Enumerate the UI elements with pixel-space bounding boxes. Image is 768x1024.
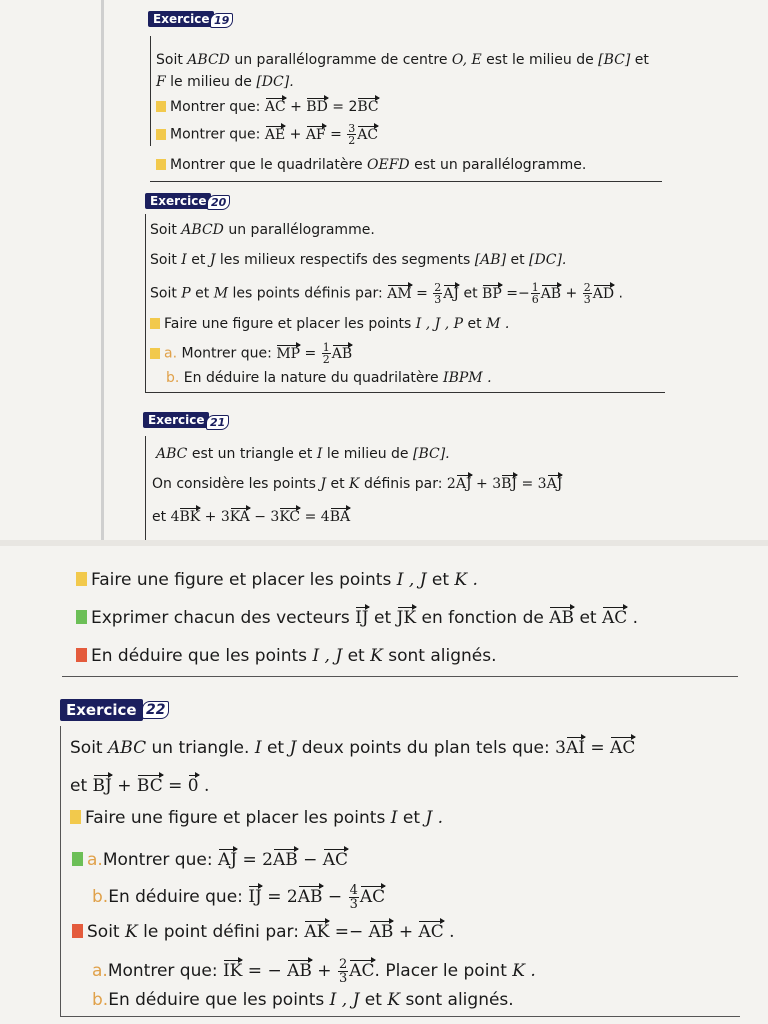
frame-vertical [145, 214, 146, 392]
t: deux points du plan tels que: [301, 738, 550, 758]
t: I , J , P [415, 316, 464, 332]
t: Montrer que le quadrilatère [170, 157, 363, 173]
t: Soit [156, 52, 183, 68]
t: I , J [329, 990, 360, 1010]
question-2: Exprimer chacun des vecteurs IJ et JK en fonction de AB et AC . [76, 606, 638, 628]
question-1 [76, 570, 478, 590]
t: un triangle. [151, 738, 250, 758]
statement-line-2 [152, 474, 562, 492]
t: est un triangle et [191, 446, 313, 462]
question-2: Montrer que: AE + AF = $\frac{3}{2}$ AC [156, 123, 378, 146]
badge-label: Exercice [148, 413, 205, 427]
equation: IJ = 2AB − $\frac{4}{3}$ AC [248, 883, 386, 912]
t: Faire une figure et placer les points [164, 316, 412, 332]
t: le milieu de [326, 446, 409, 462]
t: est un parallélogramme. [414, 157, 587, 173]
t: et [634, 52, 649, 68]
t: [AB] [474, 252, 507, 268]
vec: BC [357, 99, 379, 115]
exercise-badge [145, 193, 211, 209]
t: Faire une figure et placer les points [91, 570, 392, 590]
question-2b [92, 884, 385, 911]
t: [BC]. [413, 446, 450, 462]
t: et [266, 738, 285, 758]
vec: AB [540, 285, 562, 302]
t: et [347, 646, 365, 666]
question-marker-2 [76, 610, 87, 624]
frame-bottom [62, 676, 738, 677]
badge-label: Exercice [153, 12, 210, 26]
t: et [191, 252, 206, 268]
t: K . [512, 961, 536, 981]
t: K [125, 922, 138, 942]
question-marker-2 [72, 852, 83, 866]
t: [DC]. [529, 252, 567, 268]
t: est le milieu de [486, 52, 594, 68]
t: [DC]. [256, 74, 294, 90]
frame-bottom [150, 181, 662, 182]
number-label: 22 [146, 702, 166, 718]
t: J [289, 738, 297, 758]
t: En déduire que les points [108, 990, 325, 1010]
t: le point défini par: [143, 922, 299, 942]
question-1: Montrer que: AC + BD = 2BC [156, 97, 379, 115]
t: un parallélogramme. [228, 222, 375, 238]
question-2b [166, 370, 492, 386]
page-fold [0, 540, 768, 546]
sub-label: b. [166, 370, 180, 386]
t: et [467, 316, 482, 332]
fraction: $\frac{1}{2}$ [322, 341, 330, 366]
t: E [471, 52, 482, 68]
vec: AB [331, 345, 353, 362]
question-3a [92, 958, 536, 985]
vec: BD [306, 99, 328, 115]
t: I [390, 808, 398, 828]
vec: JK [396, 608, 417, 628]
frame-vertical [150, 36, 151, 146]
question-marker-1 [76, 572, 87, 586]
exercise-badge [60, 699, 143, 721]
statement-line-1 [150, 222, 375, 238]
fraction: $\frac{2}{3}$ [583, 281, 591, 306]
vec: AF [305, 126, 326, 143]
t: et [579, 608, 597, 628]
t: I , J [396, 570, 427, 590]
equation: 3AI = AC [555, 738, 636, 758]
t: [BC] [598, 52, 631, 68]
number-label: 21 [210, 416, 226, 429]
sub-label: b. [92, 887, 109, 907]
t: I [181, 252, 187, 268]
frame-vertical [145, 436, 146, 540]
t: Soit [87, 922, 120, 942]
t: En déduire que les points [91, 646, 308, 666]
t: ABC [108, 738, 147, 758]
t: définis par: [363, 476, 443, 492]
t: un parallélogramme de centre [234, 52, 448, 68]
t: F [156, 74, 166, 90]
t: et [463, 285, 478, 302]
statement-line-3: Soit P et M les points définis par: AM = $\frac{2}{3}$ AJ et BP =− $\frac{1}{6}$ AB + $\frac{2}{3}$ AD . [150, 281, 623, 306]
equation: BJ + BC = 0 . [92, 776, 210, 796]
t: On considère les points [152, 476, 316, 492]
t: sont alignés. [405, 990, 514, 1010]
t: OEFD [367, 157, 410, 173]
t: I [254, 738, 262, 758]
t: et [195, 285, 210, 302]
t: les milieux respectifs des segments [219, 252, 471, 268]
question-1 [70, 808, 443, 828]
t: J . [425, 808, 444, 828]
question-marker-1 [70, 810, 81, 824]
question-1 [150, 316, 509, 332]
t: Soit [150, 285, 177, 302]
t: ABC [156, 446, 188, 462]
t: . Placer le point [374, 961, 507, 981]
badge-label: Exercice [66, 701, 137, 719]
exercise-19 [0, 0, 768, 190]
t: I , J [312, 646, 343, 666]
exercise-21 [0, 400, 768, 700]
vec: AC [357, 126, 379, 143]
equation: 2AJ + 3BJ = 3AJ [446, 476, 563, 492]
question-3 [72, 920, 455, 942]
question-marker-2 [150, 348, 160, 359]
t: en fonction de [421, 608, 544, 628]
t: K [349, 476, 360, 492]
equation: AK =− AB + AC . [304, 922, 455, 942]
t: le milieu de [170, 74, 252, 90]
vec: AM [387, 285, 412, 302]
number-label: 20 [211, 196, 227, 209]
t: ABCD [181, 222, 224, 238]
t: K [387, 990, 401, 1010]
question-2a [72, 848, 348, 870]
question-3 [76, 646, 497, 666]
t: J [209, 252, 216, 268]
t: O, [451, 52, 468, 68]
t: P [181, 285, 191, 302]
exercise-number [210, 13, 233, 28]
exercise-badge [143, 412, 209, 428]
sub-label: b. [92, 990, 109, 1010]
t: Montrer que: [102, 850, 213, 870]
frame-bottom [60, 1016, 740, 1017]
question-3b [92, 990, 514, 1010]
t: K . [454, 570, 478, 590]
equation: IK = − AB + $\frac{2}{3}$ AC [222, 957, 375, 986]
frame-vertical [60, 726, 61, 1016]
t: sont alignés. [388, 646, 497, 666]
t: Exprimer chacun des vecteurs [91, 608, 350, 628]
vec: AC [601, 608, 628, 628]
t: Montrer que: [107, 961, 218, 981]
t: En déduire la nature du quadrilatère [183, 370, 439, 386]
fraction: $\frac{1}{6}$ [531, 281, 539, 306]
t: Soit [150, 222, 177, 238]
exercise-22 [0, 690, 768, 1024]
equation: 4BK + 3KA − 3KC = 4BA [170, 509, 351, 525]
frame-bottom [145, 392, 665, 393]
exercise-number [142, 701, 169, 719]
question-2a: a. Montrer que: MP = $\frac{1}{2}$ AB [150, 342, 352, 365]
question-marker-1 [150, 318, 160, 329]
question-marker-3 [72, 924, 83, 938]
fraction: $\frac{3}{2}$ [348, 122, 356, 147]
t: Soit [70, 738, 103, 758]
question-marker-1 [156, 101, 166, 112]
statement-line-2 [70, 774, 209, 796]
t: Faire une figure et placer les points [85, 808, 386, 828]
vec: AB [549, 608, 575, 628]
vec: AC [264, 99, 286, 115]
statement-line-1 [156, 446, 450, 462]
t: et [364, 990, 382, 1010]
t: K [370, 646, 383, 666]
statement-line-2 [156, 74, 294, 90]
sub-label: a. [87, 850, 103, 870]
t: et [70, 776, 88, 796]
t: et [431, 570, 450, 590]
t: Soit [150, 252, 177, 268]
vec: MP [276, 345, 301, 362]
equation: AJ = 2AB − AC [217, 850, 349, 870]
t: M [213, 285, 229, 302]
t: ABCD [187, 52, 230, 68]
t: les points définis par: [232, 285, 383, 302]
exercise-number [207, 195, 230, 210]
question-marker-3 [156, 159, 166, 170]
t: Montrer que: [181, 345, 272, 362]
t: et [374, 608, 392, 628]
vec: AJ [443, 285, 460, 302]
t: I [316, 446, 323, 462]
statement-line-2 [150, 252, 566, 268]
badge-label: Exercice [150, 194, 207, 208]
exercise-20 [0, 190, 768, 400]
t: En déduire que: [108, 887, 243, 907]
fraction: $\frac{2}{3}$ [434, 281, 442, 306]
vec: IJ [355, 608, 369, 628]
vec: AE [264, 126, 286, 143]
t: et [330, 476, 345, 492]
exercise-number [206, 415, 229, 430]
sub-label: a. [92, 961, 108, 981]
question-marker-2 [156, 129, 166, 140]
t: Montrer que: [170, 126, 261, 143]
question-marker-3 [76, 648, 87, 662]
exercise-badge [148, 11, 214, 27]
t: Montrer que: [170, 99, 261, 115]
number-label: 19 [214, 14, 230, 27]
t: J [320, 476, 326, 492]
vec: AD [592, 285, 615, 302]
t: et [152, 509, 167, 525]
question-3 [156, 157, 586, 173]
vec: BP [482, 285, 502, 302]
statement-line-1 [70, 736, 635, 758]
statement-line-3 [152, 507, 350, 525]
sub-label: a. [164, 345, 178, 362]
t: et [402, 808, 420, 828]
t: et [510, 252, 525, 268]
statement-line-1 [156, 52, 649, 68]
t: M . [486, 316, 510, 332]
t: IBPM . [443, 370, 492, 386]
